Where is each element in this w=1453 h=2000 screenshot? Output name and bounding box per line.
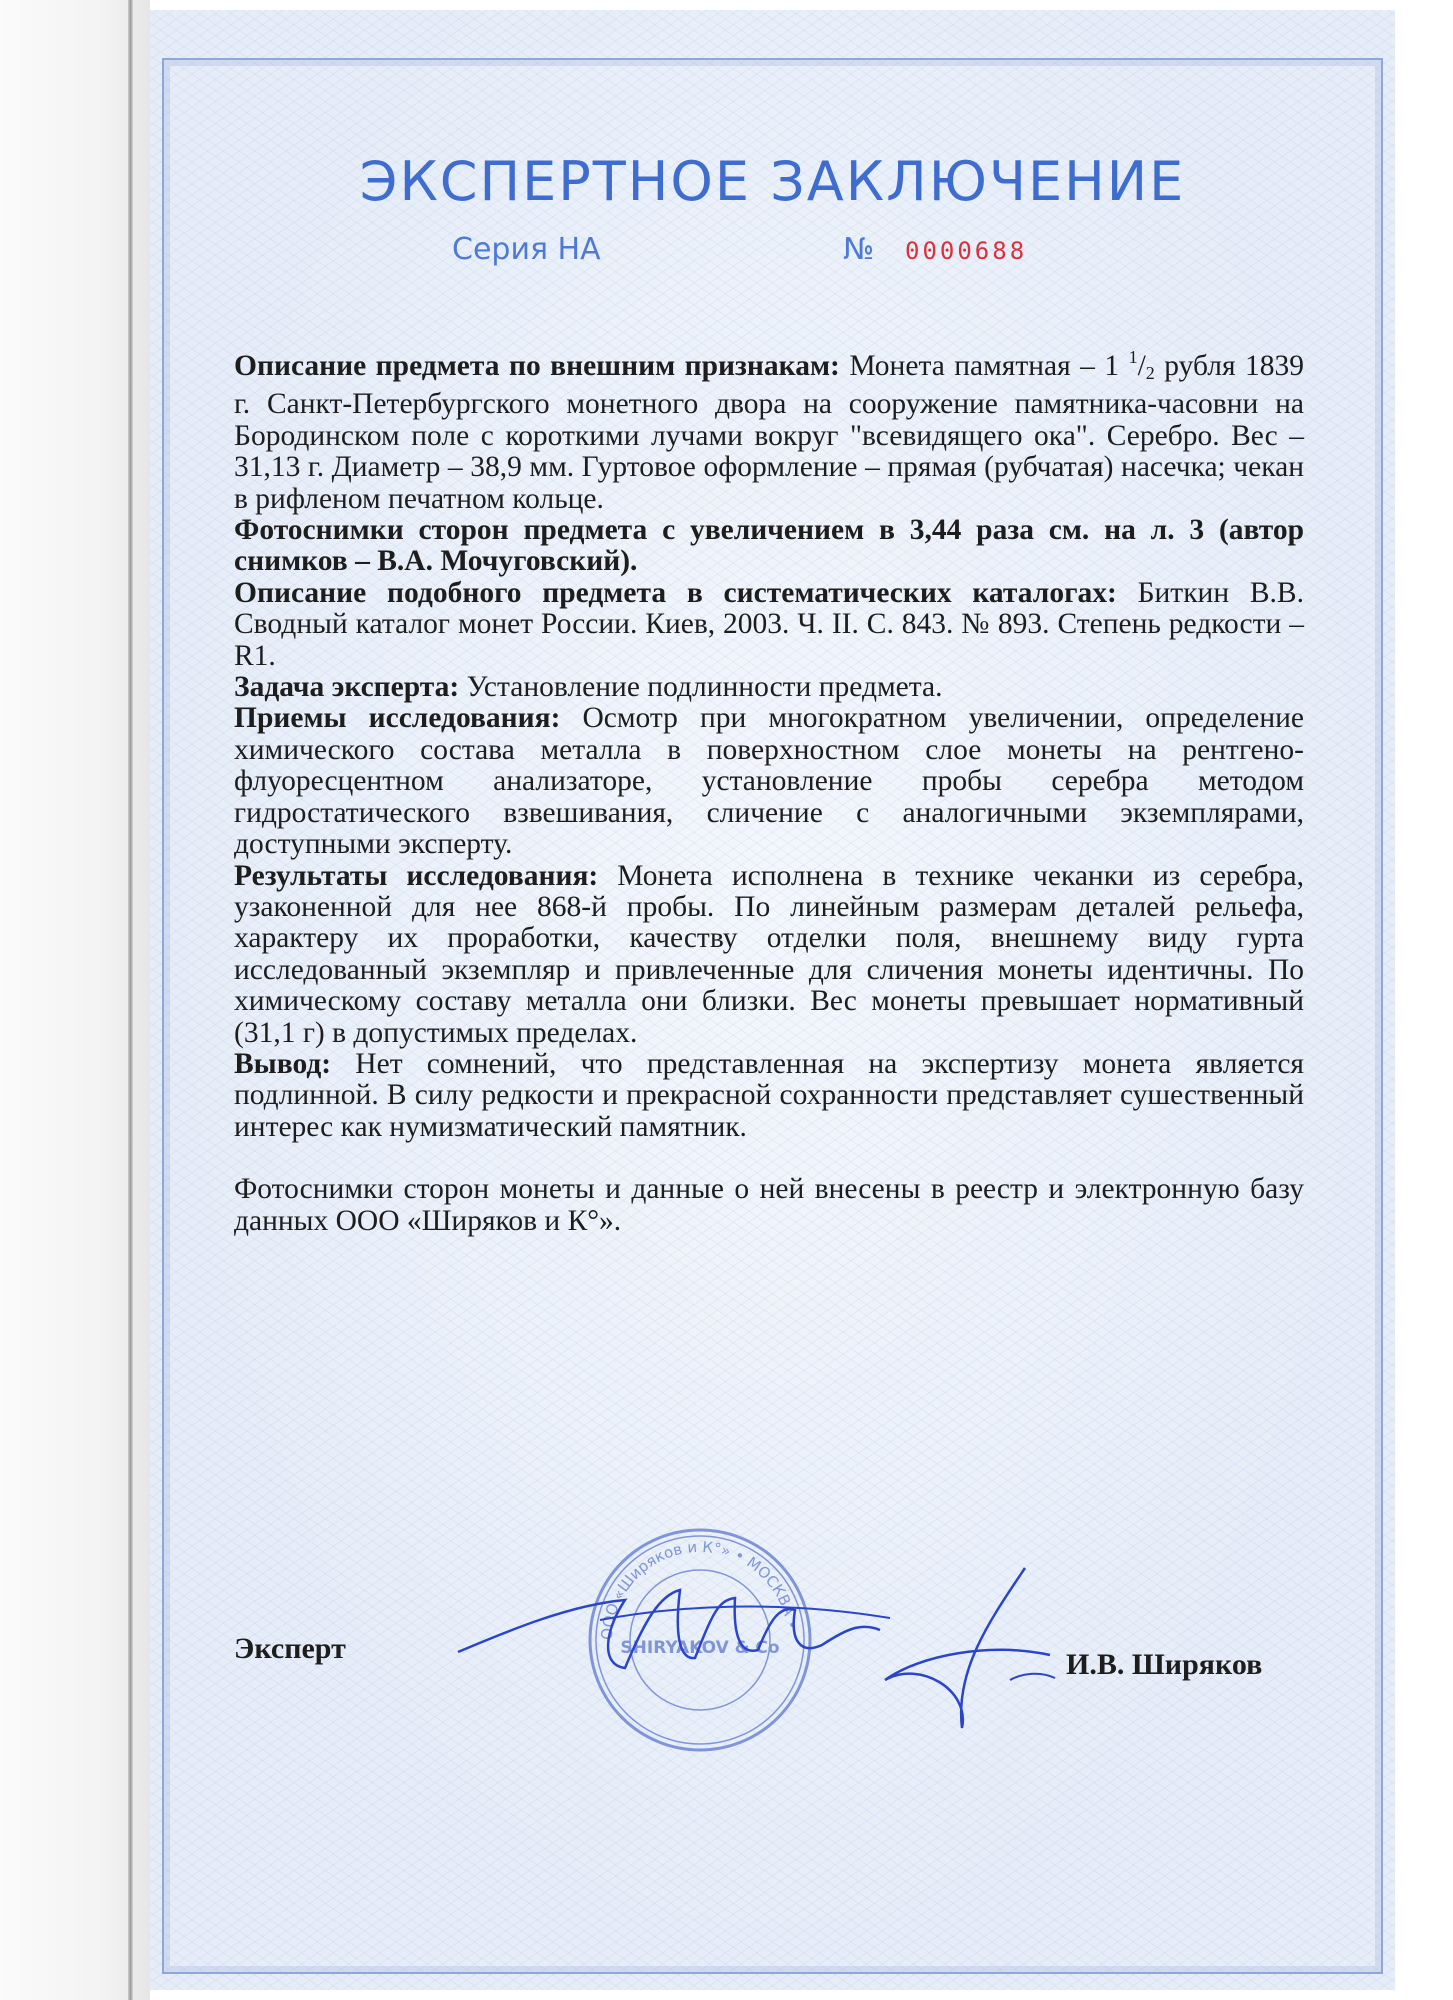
- certificate-body: [234, 342, 1304, 1237]
- conclusion-heading: Вывод:: [234, 1047, 332, 1080]
- methods-paragraph: [234, 703, 1304, 860]
- fraction-numerator: 1: [1128, 347, 1138, 367]
- seal-center-text: SHIRYAKOV & Co: [620, 1638, 780, 1658]
- photos-heading: Фотоснимки сторон предмета с увеличением в 3,44 раза см. на л. 3 (автор снимков – В.А. Мочуговский).: [234, 514, 1304, 578]
- catalogs-paragraph: [234, 578, 1304, 672]
- certificate-number: 0000688: [905, 237, 1028, 265]
- coin-denomination-fraction: [1128, 347, 1155, 383]
- description-paragraph: [234, 342, 1304, 515]
- signature-stroke-3: [885, 1568, 1050, 1728]
- signature-stroke-4: [1010, 1674, 1055, 1680]
- methods-text: Осмотр при многократном увеличении, определение химического состава металла в поверхностном слое монеты на рентгено-флуоресцентном анализаторе, установление пробы серебра методом гидростатического взвешивания, сличение с аналогичными экземплярами, доступными эксперту.: [234, 702, 1305, 861]
- description-heading: Описание предмета по внешним признакам:: [234, 350, 840, 382]
- photos-paragraph: [234, 515, 1304, 578]
- results-heading: Результаты исследования:: [234, 859, 599, 892]
- catalogs-text: Биткин В.В. Сводный каталог монет России. Киев, 2003. Ч. II. С. 843. № 893. Степень редкости – R1.: [234, 576, 1304, 672]
- results-paragraph: [234, 861, 1304, 1049]
- task-heading: Задача эксперта:: [234, 671, 460, 704]
- catalogs-heading: Описание подобного предмета в систематических каталогах:: [234, 576, 1117, 609]
- paragraph-spacer: [234, 1143, 1304, 1174]
- spine-edge: [128, 0, 133, 2000]
- registry-paragraph: Фотоснимки сторон монеты и данные о ней внесены в реестр и электронную базу данных ООО «Ширяков и К°».: [234, 1173, 1304, 1237]
- methods-heading: Приемы исследования:: [234, 702, 561, 735]
- description-text-before: Монета памятная – 1: [839, 350, 1129, 382]
- series-label: Серия НА: [452, 232, 601, 267]
- document-title: ЭКСПЕРТНОЕ ЗАКЛЮЧЕНИЕ: [359, 150, 1186, 213]
- expert-name: И.В. Ширяков: [1066, 1648, 1263, 1681]
- expert-signature: [450, 1560, 1070, 1750]
- fraction-denominator: 2: [1145, 363, 1155, 383]
- results-text: Монета исполнена в технике чеканки из серебра, узаконенной для нее 868-й пробы. По линейным размерам деталей рельефа, характеру их проработки, качеству отделки поля, внешнему виду гурта исследованный экземпляр и привлеченные для сличения монеты идентичны. По химическому составу металла они близки. Вес монеты превышает нормативный (31,1 г) в допустимых пределах.: [234, 859, 1304, 1049]
- signature-stroke-1: [458, 1590, 880, 1668]
- task-text: Установление подлинности предмета.: [459, 671, 943, 704]
- seal-ring-text: ООО «Ширяков и К°» • МОСКВА •: [597, 1537, 802, 1641]
- signature-stroke-2: [600, 1606, 890, 1620]
- fraction-slash: /: [1137, 350, 1146, 382]
- conclusion-text: Нет сомнений, что представленная на экспертизу монета является подлинной. В силу редкости и прекрасной сохранности представляет сушественный интерес как нумизматический памятник.: [234, 1047, 1304, 1143]
- conclusion-paragraph: [234, 1049, 1304, 1143]
- description-text-after: рубля 1839 г. Санкт-Петербургского монетного двора на сооружение памятника-часовни на Бородинском поле с короткими лучами вокруг "всевидящего ока". Серебро. Вес – 31,13 г. Диаметр – 38,9 мм. Гуртовое оформление – прямая (рубчатая) насечка; чекан в рифленом печатном кольце.: [234, 350, 1304, 515]
- expert-label: Эксперт: [234, 1632, 346, 1665]
- task-paragraph: [234, 672, 1304, 703]
- number-sign: №: [843, 232, 875, 267]
